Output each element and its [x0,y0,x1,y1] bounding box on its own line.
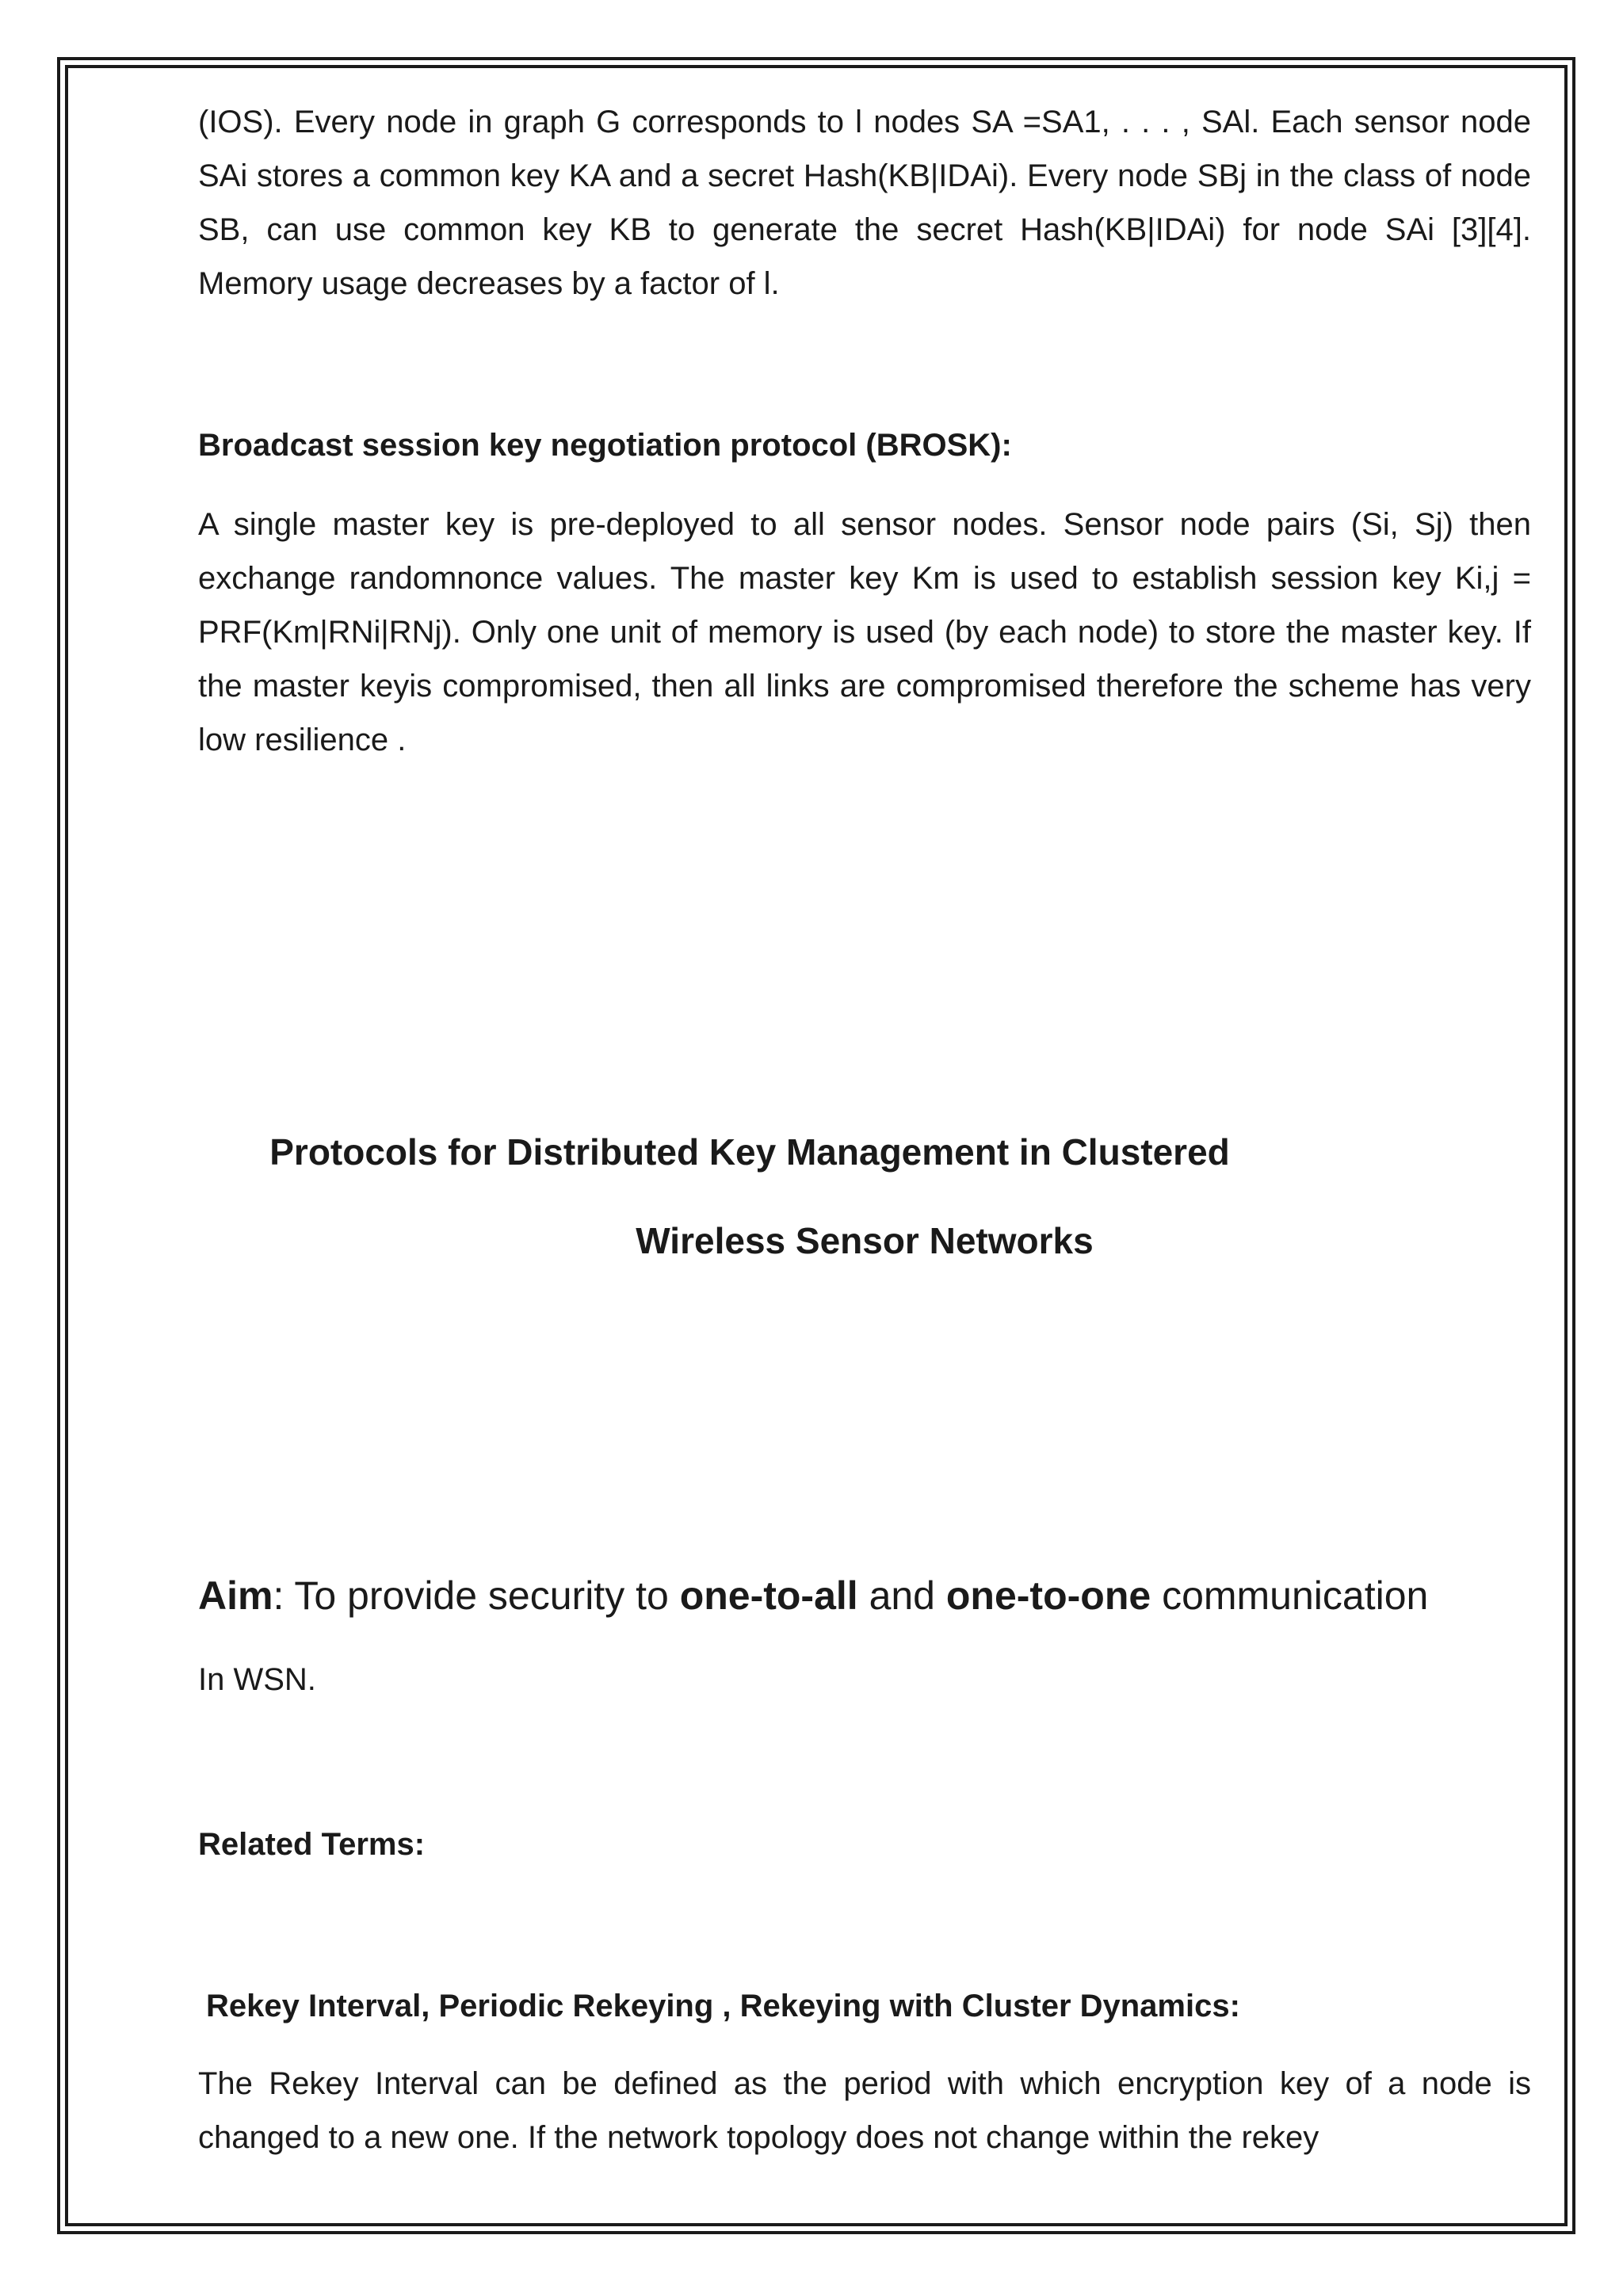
aim-label: Aim [198,1573,273,1618]
aim-text-1: : To provide security to [273,1573,680,1618]
rekey-paragraph-block [198,2057,1531,2164]
brosk-heading-block [198,425,1531,466]
aim-statement [198,1570,1531,1621]
brosk-paragraph: A single master key is pre-deployed to all sensor nodes. Sensor node pairs (Si, Sj) then exchange randomnonce values. The master key Km is used to establish session key Ki,j = PRF(Km|RNi|RNj). Only one unit of memory is used (by each node) to store the master key. If the master keyis compromised, then all links are compromised therefore the scheme has very low resilience . [198,507,1531,757]
related-terms-block [198,1824,1531,1865]
rekey-heading: Rekey Interval, Periodic Rekeying , Rekeying with Cluster Dynamics: [206,1989,1240,2023]
intro-paragraph: (IOS). Every node in graph G corresponds to l nodes SA =SA1, . . . , SAl. Each sensor node SAi stores a common key KA and a secret Hash(KB|IDAi). Every node SBj in the class of node SB, can use common key KB to generate the secret Hash(KB|IDAi) for node SAi [3][4]. Memory usage decreases by a factor of l. [198,105,1531,301]
aim-bold-one-to-one: one-to-one [945,1573,1151,1618]
rekey-heading-block [206,1985,1539,2027]
aim-block [198,1570,1531,1621]
brosk-heading: Broadcast session key negotiation protocol (BROSK): [198,428,1012,463]
aim-bold-one-to-all: one-to-all [679,1573,858,1618]
in-wsn-block [198,1659,1531,1700]
rekey-paragraph: The Rekey Interval can be defined as the period with which encryption key of a node is changed to a new one. If the network topology does not change within the rekey [198,2066,1531,2155]
section-title-line-1: Protocols for Distributed Key Management in Clustered [269,1131,1230,1173]
brosk-paragraph-block [198,498,1531,767]
intro-paragraph-block [198,95,1531,311]
related-terms-heading: Related Terms: [198,1827,426,1862]
in-wsn-text: In WSN. [198,1662,316,1697]
section-title-line-2: Wireless Sensor Networks [636,1220,1094,1261]
aim-text-2: and [857,1573,946,1618]
aim-text-3: communication [1151,1573,1429,1618]
